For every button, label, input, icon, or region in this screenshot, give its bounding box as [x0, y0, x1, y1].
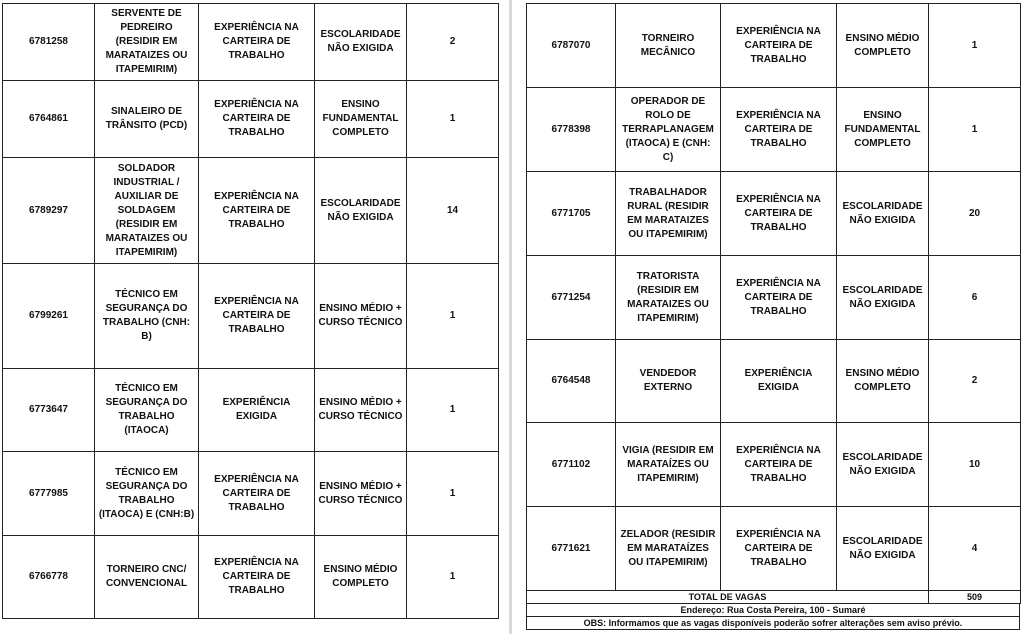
job-education: ESCOLARIDADE NÃO EXIGIDA: [837, 172, 929, 256]
total-value: 509: [929, 591, 1021, 604]
job-vacancies: 6: [929, 256, 1021, 340]
job-experience: EXPERIÊNCIA EXIGIDA: [721, 340, 837, 423]
job-code: 6771621: [527, 507, 616, 591]
job-role: TRATORISTA (RESIDIR EM MARATAIZES OU ITAPEMIRIM): [616, 256, 721, 340]
job-role: ZELADOR (RESIDIR EM MARATAÍZES OU ITAPEMIRIM): [616, 507, 721, 591]
job-experience: EXPERIÊNCIA NA CARTEIRA DE TRABALHO: [721, 172, 837, 256]
table-row: [3, 369, 499, 452]
table-row: [3, 81, 499, 158]
job-code: 6777985: [3, 452, 95, 536]
job-code: 6771254: [527, 256, 616, 340]
job-education: ENSINO FUNDAMENTAL COMPLETO: [315, 81, 407, 158]
table-row: [527, 340, 1021, 423]
job-education: ENSINO MÉDIO COMPLETO: [837, 340, 929, 423]
job-role: VENDEDOR EXTERNO: [616, 340, 721, 423]
job-education: ESCOLARIDADE NÃO EXIGIDA: [315, 158, 407, 264]
page-right: [512, 0, 1024, 634]
job-code: 6764861: [3, 81, 95, 158]
job-vacancies: 4: [929, 507, 1021, 591]
job-education: ENSINO MÉDIO + CURSO TÉCNICO: [315, 264, 407, 369]
job-experience: EXPERIÊNCIA EXIGIDA: [199, 369, 315, 452]
job-experience: EXPERIÊNCIA NA CARTEIRA DE TRABALHO: [199, 452, 315, 536]
job-vacancies: 1: [407, 452, 499, 536]
table-row: [3, 158, 499, 264]
job-role: OPERADOR DE ROLO DE TERRAPLANAGEM (ITAOCA) E (CNH: C): [616, 88, 721, 172]
page-left: [0, 0, 508, 634]
job-vacancies: 14: [407, 158, 499, 264]
job-vacancies: 1: [407, 369, 499, 452]
job-education: ESCOLARIDADE NÃO EXIGIDA: [315, 4, 407, 81]
table-row: [527, 256, 1021, 340]
job-education: ESCOLARIDADE NÃO EXIGIDA: [837, 256, 929, 340]
total-label: TOTAL DE VAGAS: [527, 591, 929, 604]
job-experience: EXPERIÊNCIA NA CARTEIRA DE TRABALHO: [199, 264, 315, 369]
job-code: 6771102: [527, 423, 616, 507]
job-education: ENSINO MÉDIO COMPLETO: [315, 536, 407, 619]
table-row: [527, 4, 1021, 88]
job-vacancies: 1: [407, 81, 499, 158]
job-role: TORNEIRO MECÂNICO: [616, 4, 721, 88]
job-vacancies: 1: [929, 4, 1021, 88]
vacancy-table-left: [2, 3, 499, 619]
job-role: SERVENTE DE PEDREIRO (RESIDIR EM MARATAIZES OU ITAPEMIRIM): [95, 4, 199, 81]
table-row: [3, 536, 499, 619]
job-vacancies: 2: [929, 340, 1021, 423]
vacancy-table-right: [526, 3, 1021, 591]
job-vacancies: 1: [407, 264, 499, 369]
job-vacancies: 10: [929, 423, 1021, 507]
job-role: SOLDADOR INDUSTRIAL / AUXILIAR DE SOLDAGEM (RESIDIR EM MARATAIZES OU ITAPEMIRIM): [95, 158, 199, 264]
job-role: SINALEIRO DE TRÂNSITO (PCD): [95, 81, 199, 158]
address-row: [526, 603, 1020, 617]
job-vacancies: 1: [407, 536, 499, 619]
note-text: OBS: Informamos que as vagas disponíveis poderão sofrer alterações sem aviso prévio.: [527, 617, 1020, 630]
table-row: [527, 423, 1021, 507]
job-education: ESCOLARIDADE NÃO EXIGIDA: [837, 423, 929, 507]
job-education: ENSINO MÉDIO + CURSO TÉCNICO: [315, 452, 407, 536]
job-experience: EXPERIÊNCIA NA CARTEIRA DE TRABALHO: [199, 536, 315, 619]
address-text: Endereço: Rua Costa Pereira, 100 - Sumaré: [527, 604, 1020, 617]
job-role: TORNEIRO CNC/ CONVENCIONAL: [95, 536, 199, 619]
job-experience: EXPERIÊNCIA NA CARTEIRA DE TRABALHO: [721, 256, 837, 340]
job-role: TÉCNICO EM SEGURANÇA DO TRABALHO (ITAOCA) E (CNH:B): [95, 452, 199, 536]
job-experience: EXPERIÊNCIA NA CARTEIRA DE TRABALHO: [721, 4, 837, 88]
job-code: 6778398: [527, 88, 616, 172]
job-role: TRABALHADOR RURAL (RESIDIR EM MARATAIZES OU ITAPEMIRIM): [616, 172, 721, 256]
job-education: ENSINO MÉDIO + CURSO TÉCNICO: [315, 369, 407, 452]
job-experience: EXPERIÊNCIA NA CARTEIRA DE TRABALHO: [199, 81, 315, 158]
job-code: 6766778: [3, 536, 95, 619]
job-education: ENSINO MÉDIO COMPLETO: [837, 4, 929, 88]
table-row: [3, 264, 499, 369]
job-vacancies: 20: [929, 172, 1021, 256]
job-code: 6781258: [3, 4, 95, 81]
job-experience: EXPERIÊNCIA NA CARTEIRA DE TRABALHO: [721, 507, 837, 591]
note-row: [526, 616, 1020, 630]
job-vacancies: 1: [929, 88, 1021, 172]
job-role: TÉCNICO EM SEGURANÇA DO TRABALHO (ITAOCA): [95, 369, 199, 452]
job-experience: EXPERIÊNCIA NA CARTEIRA DE TRABALHO: [199, 158, 315, 264]
job-code: 6771705: [527, 172, 616, 256]
job-experience: EXPERIÊNCIA NA CARTEIRA DE TRABALHO: [721, 88, 837, 172]
job-experience: EXPERIÊNCIA NA CARTEIRA DE TRABALHO: [199, 4, 315, 81]
table-row: [3, 452, 499, 536]
job-code: 6773647: [3, 369, 95, 452]
table-row: [527, 172, 1021, 256]
job-code: 6789297: [3, 158, 95, 264]
table-row: [527, 507, 1021, 591]
job-vacancies: 2: [407, 4, 499, 81]
job-role: VIGIA (RESIDIR EM MARATAÍZES OU ITAPEMIRIM): [616, 423, 721, 507]
job-education: ESCOLARIDADE NÃO EXIGIDA: [837, 507, 929, 591]
job-code: 6799261: [3, 264, 95, 369]
total-row: [526, 590, 1021, 604]
table-row: [527, 88, 1021, 172]
job-code: 6764548: [527, 340, 616, 423]
job-code: 6787070: [527, 4, 616, 88]
table-row: [3, 4, 499, 81]
job-education: ENSINO FUNDAMENTAL COMPLETO: [837, 88, 929, 172]
job-experience: EXPERIÊNCIA NA CARTEIRA DE TRABALHO: [721, 423, 837, 507]
job-role: TÉCNICO EM SEGURANÇA DO TRABALHO (CNH: B): [95, 264, 199, 369]
